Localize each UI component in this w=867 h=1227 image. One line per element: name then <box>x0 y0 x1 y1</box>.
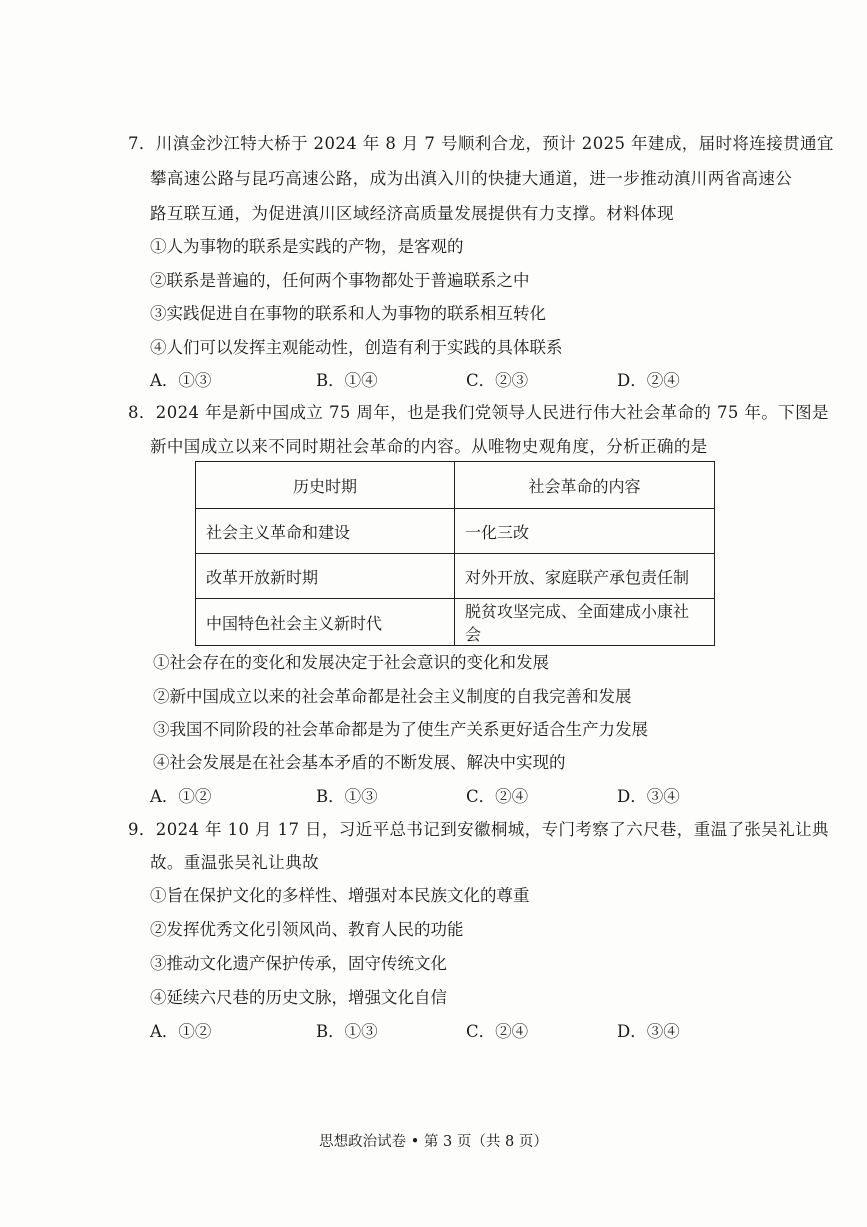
table-row <box>196 599 715 646</box>
q7-stem-line-3: 路互联互通，为促进滇川区域经济高质量发展提供有力支撑。材料体现 <box>150 204 674 223</box>
q8-option-d: D．③④ <box>617 787 680 806</box>
table-cell-content: 脱贫攻坚完成、全面建成小康社会 <box>455 599 715 646</box>
table-header-period: 历史时期 <box>196 462 455 509</box>
q7-option-b: B．①④ <box>316 371 378 390</box>
table-cell-period: 社会主义革命和建设 <box>196 509 455 554</box>
q9-statement-2: ②发挥优秀文化引领风尚、教育人民的功能 <box>150 920 464 939</box>
q8-stem-line-1: 8．2024 年是新中国成立 75 周年，也是我们党领导人民进行伟大社会革命的 75 年。下图是 <box>128 403 829 422</box>
q8-option-b: B．①③ <box>316 787 378 806</box>
table-cell-content: 一化三改 <box>455 509 715 554</box>
q8-statement-1: ①社会存在的变化和发展决定于社会意识的变化和发展 <box>153 653 549 672</box>
q7-option-d: D．②④ <box>617 371 680 390</box>
q8-statement-3: ③我国不同阶段的社会革命都是为了使生产关系更好适合生产力发展 <box>153 720 648 739</box>
q9-stem-line-2: 故。重温张吴礼让典故 <box>150 853 319 872</box>
q7-statement-4: ④人们可以发挥主观能动性，创造有利于实践的具体联系 <box>150 338 563 357</box>
page-footer: 思想政治试卷 • 第 3 页（共 8 页） <box>319 1134 548 1150</box>
table-row <box>196 509 715 554</box>
q7-statement-1: ①人为事物的联系是实践的产物，是客观的 <box>150 237 464 256</box>
q9-option-a: A．①② <box>150 1022 212 1041</box>
table-cell-content: 对外开放、家庭联产承包责任制 <box>455 554 715 599</box>
table-cell-period: 中国特色社会主义新时代 <box>196 599 455 646</box>
q8-stem-line-2: 新中国成立以来不同时期社会革命的内容。从唯物史观角度，分析正确的是 <box>150 437 708 456</box>
q9-option-c: C．②④ <box>466 1022 529 1041</box>
table-header-row <box>196 462 715 509</box>
q8-statement-4: ④社会发展是在社会基本矛盾的不断发展、解决中实现的 <box>153 753 566 772</box>
table-header-content: 社会革命的内容 <box>455 462 715 509</box>
table-row <box>196 554 715 599</box>
q9-statement-4: ④延续六尺巷的历史文脉，增强文化自信 <box>150 988 447 1007</box>
q7-option-a: A．①③ <box>150 371 212 390</box>
q8-statement-2: ②新中国成立以来的社会革命都是社会主义制度的自我完善和发展 <box>153 687 632 706</box>
q9-stem-line-1: 9．2024 年 10 月 17 日，习近平总书记到安徽桐城，专门考察了六尺巷，重温了张吴礼让典 <box>128 820 829 839</box>
q9-option-b: B．①③ <box>316 1022 378 1041</box>
q7-option-c: C．②③ <box>466 371 529 390</box>
q7-stem-line-1: 7．川滇金沙江特大桥于 2024 年 8 月 7 号顺利合龙，预计 2025 年建成，届时将连接贯通宜 <box>128 134 834 153</box>
q9-option-d: D．③④ <box>617 1022 680 1041</box>
q7-statement-3: ③实践促进自在事物的联系和人为事物的联系相互转化 <box>150 304 546 323</box>
q8-option-a: A．①② <box>150 787 212 806</box>
q7-statement-2: ②联系是普遍的，任何两个事物都处于普遍联系之中 <box>150 271 530 290</box>
q7-stem-line-2: 攀高速公路与昆巧高速公路，成为出滇入川的快捷大通道，进一步推动滇川两省高速公 <box>150 169 793 188</box>
history-table <box>195 461 715 646</box>
table-cell-period: 改革开放新时期 <box>196 554 455 599</box>
q8-option-c: C．②④ <box>466 787 529 806</box>
q9-statement-1: ①旨在保护文化的多样性、增强对本民族文化的尊重 <box>150 886 530 905</box>
q9-statement-3: ③推动文化遗产保护传承，固守传统文化 <box>150 954 447 973</box>
